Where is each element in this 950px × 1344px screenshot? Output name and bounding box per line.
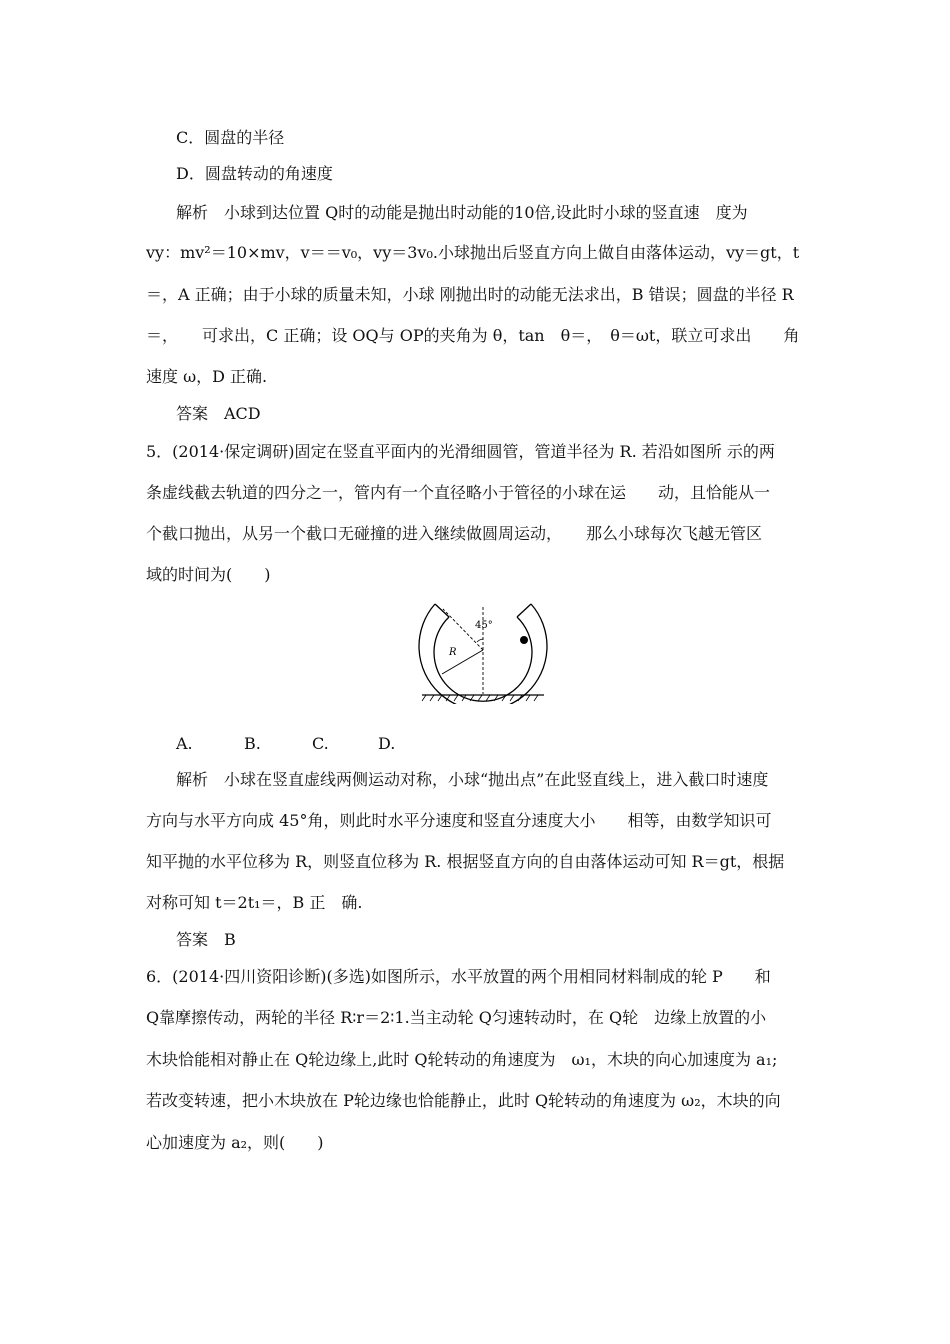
angle-label: 45° [475, 620, 493, 631]
radius-label: R [449, 647, 457, 658]
question-6-line-2: Q靠摩擦传动，两轮的半径 R∶r＝2∶1.当主动轮 Q匀速转动时，在 Q轮 边缘上放置的小 [146, 1008, 767, 1027]
question-5-line-3: 个截口抛出，从另一个截口无碰撞的进入继续做圆周运动， 那么小球每次飞越无管区 [146, 524, 763, 543]
analysis-4-line-2: vy：mv²＝10×mv，v＝＝v₀，vy＝3v₀.小球抛出后竖直方向上做自由落体运动，vy＝gt，t [146, 243, 800, 262]
question-6-line-3: 木块恰能相对静止在 Q轮边缘上,此时 Q轮转动的角速度为 ω₁，木块的向心加速度为 a₁; [146, 1050, 778, 1069]
analysis-5-line-1: 解析 小球在竖直虚线两侧运动对称，小球“抛出点”在此竖直线上，进入截口时速度 [176, 770, 769, 789]
question-6-line-5: 心加速度为 a₂，则( ) [146, 1133, 324, 1152]
question-6-line-1: 6．(2014·四川资阳诊断)(多选)如图所示，水平放置的两个用相同材料制成的轮 P 和 [146, 967, 771, 986]
analysis-4-line-5: 速度 ω，D 正确. [146, 367, 268, 386]
choice-b[interactable]: B. [244, 734, 261, 753]
choice-a[interactable]: A. [176, 734, 193, 753]
analysis-5-line-2: 方向与水平方向成 45°角，则此时水平分速度和竖直分速度大小 相等，由数学知识可 [146, 811, 772, 830]
question-5-line-2: 条虚线截去轨道的四分之一，管内有一个直径略小于管径的小球在运 动，且恰能从一 [146, 483, 771, 502]
analysis-4-line-3: ＝，A 正确；由于小球的质量未知，小球 刚抛出时的动能无法求出，B 错误；圆盘的半径 R [146, 285, 794, 304]
choice-c[interactable]: C. [312, 734, 329, 753]
option-d-line: D．圆盘转动的角速度 [176, 164, 333, 183]
analysis-4-line-4: ＝， 可求出，C 正确；设 OQ与 OP的夹角为 θ，tan θ＝， θ＝ωt，联立可求出 角 [146, 326, 800, 345]
answer-5: 答案 B [176, 930, 236, 949]
question-5-line-4: 域的时间为( ) [146, 565, 271, 584]
analysis-4-line-1: 解析 小球到达位置 Q时的动能是抛出时动能的10倍,设此时小球的竖直速 度为 [176, 203, 748, 222]
question-5-line-1: 5．(2014·保定调研)固定在竖直平面内的光滑细圆管，管道半径为 R. 若沿如图所 示的两 [146, 442, 775, 461]
analysis-5-line-4: 对称可知 t＝2t₁＝，B 正 确. [146, 893, 363, 912]
option-c-line: C．圆盘的半径 [176, 128, 285, 147]
analysis-5-line-3: 知平抛的水平位移为 R，则竖直位移为 R. 根据竖直方向的自由落体运动可知 R＝gt，根据 [146, 852, 785, 871]
choice-d[interactable]: D. [378, 734, 396, 753]
pipe-loop-figure [418, 598, 548, 704]
question-6-line-4: 若改变转速，把小木块放在 P轮边缘也恰能静止，此时 Q轮转动的角速度为 ω₂，木块的向 [146, 1091, 781, 1110]
answer-4: 答案 ACD [176, 404, 261, 423]
